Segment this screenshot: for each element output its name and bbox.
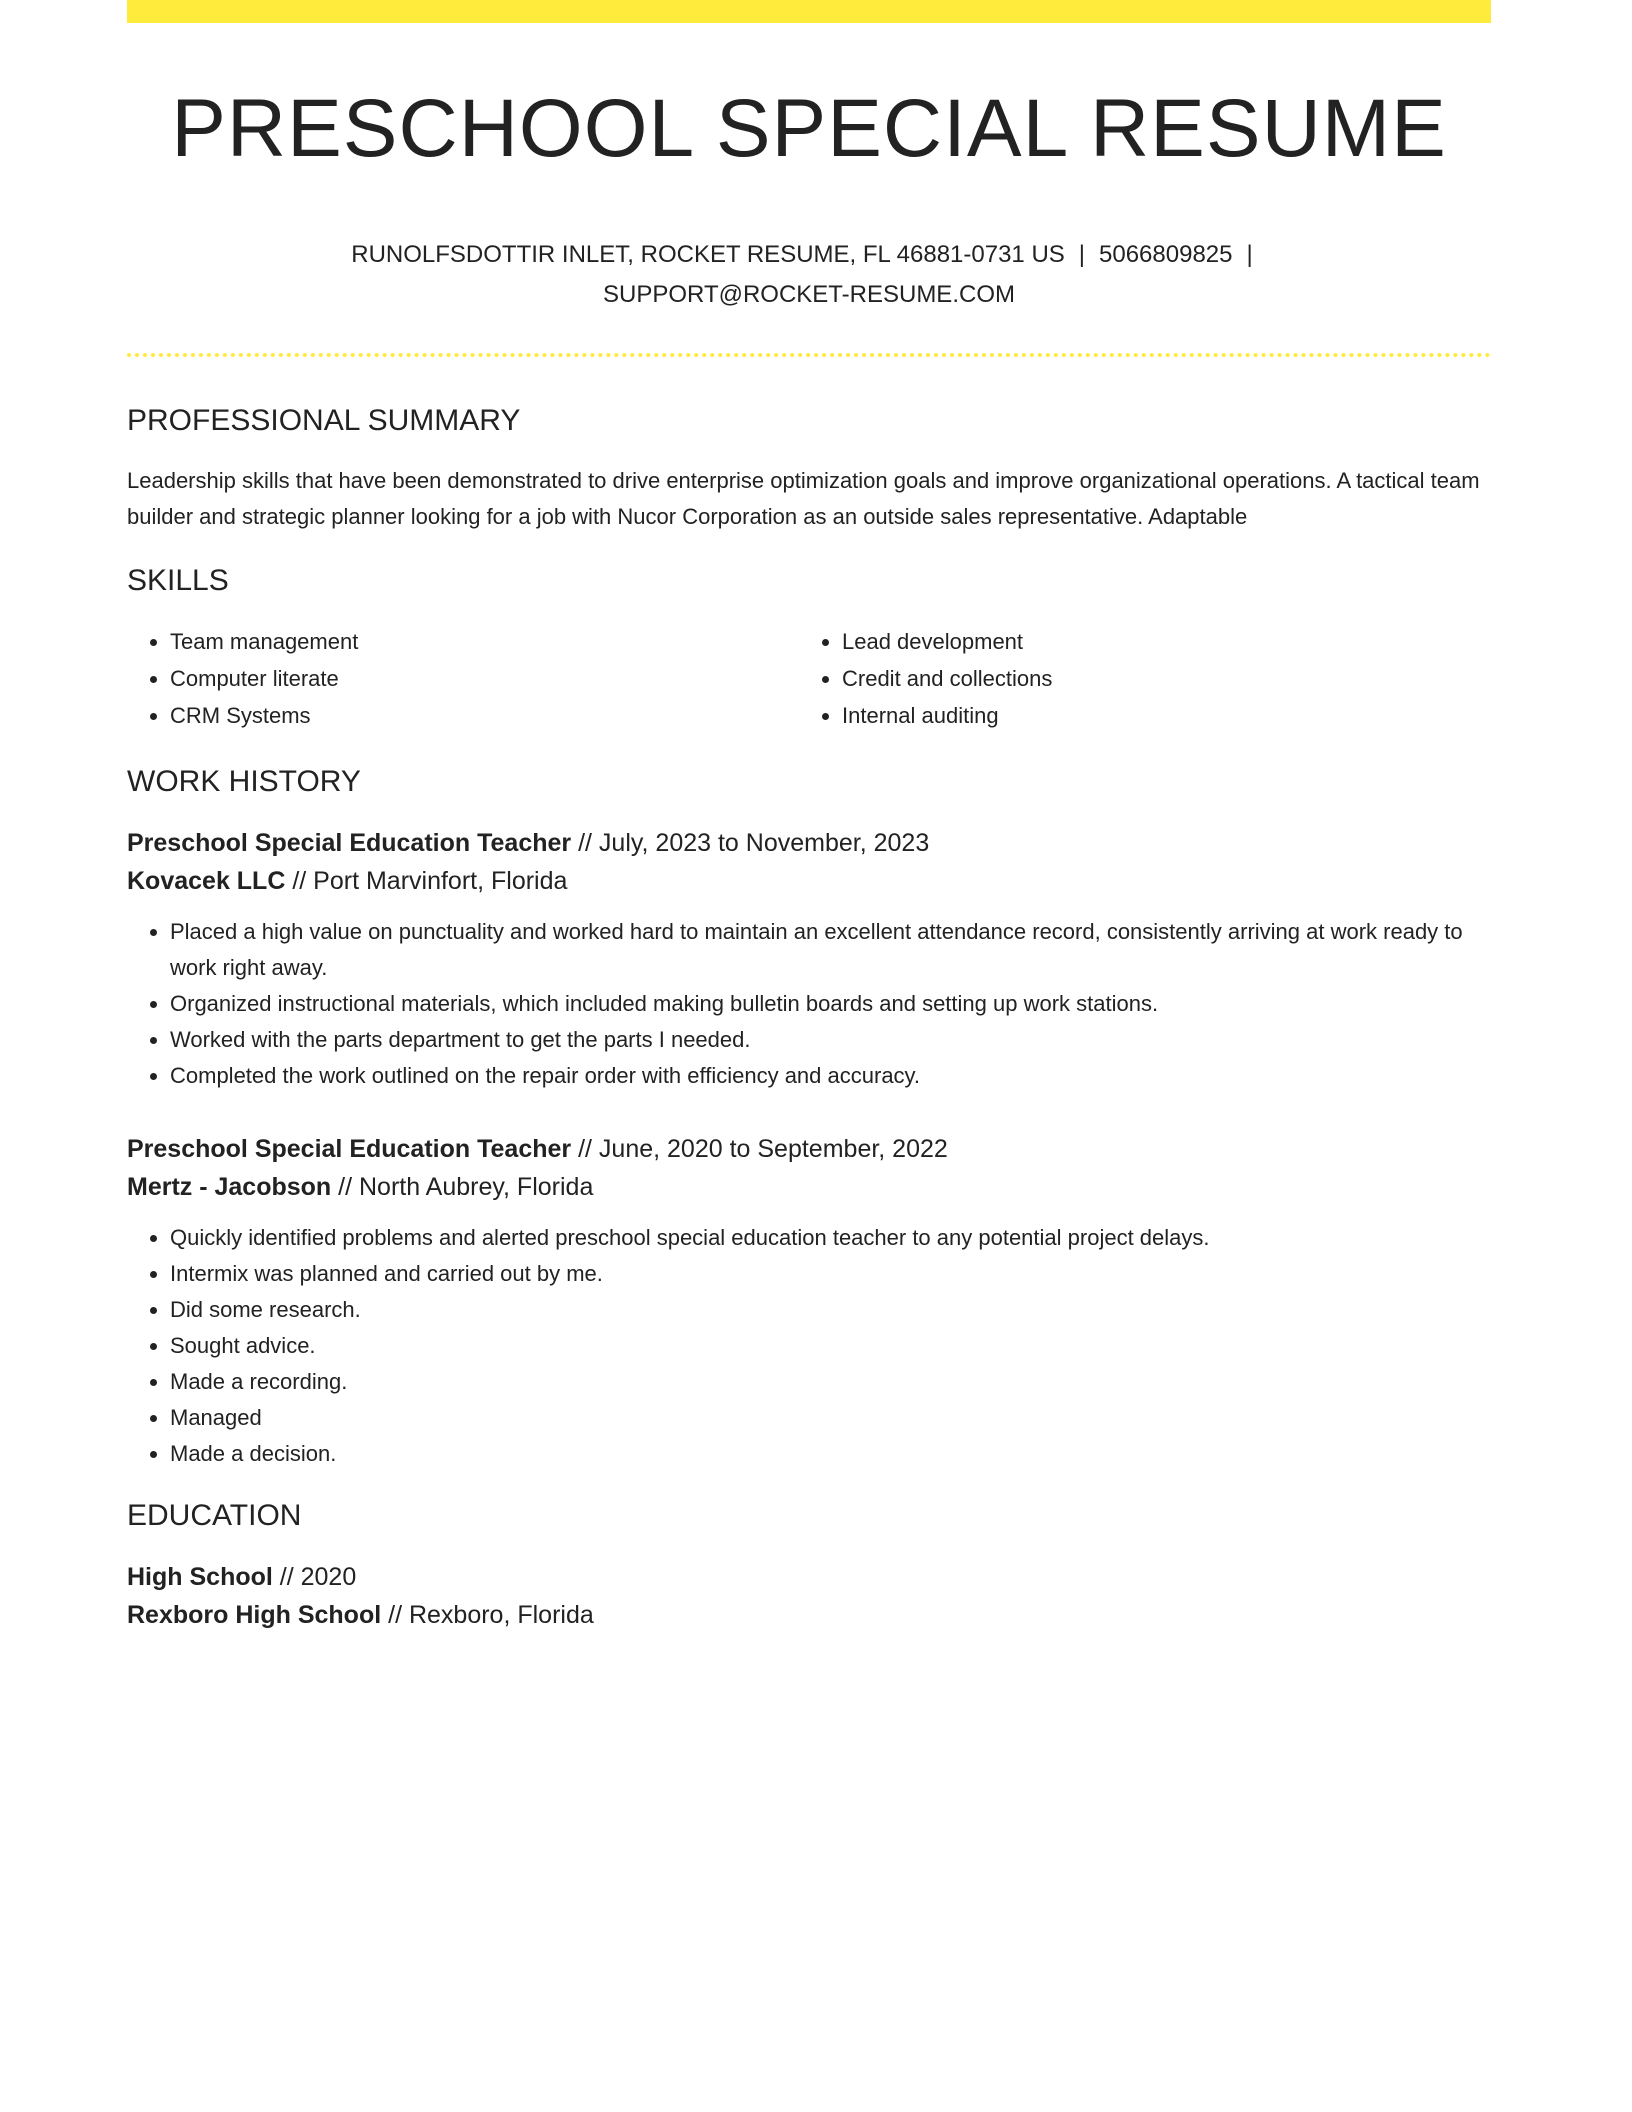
education-school-line xyxy=(127,1596,1491,1634)
summary-text: Leadership skills that have been demonstrated to drive enterprise optimization goals and improve organizational operations. A tactical team builder and strategic planner looking for a job with Nucor Corporation as an outside sales representative. Adaptable xyxy=(127,468,1480,529)
contact-separator: | xyxy=(1246,241,1253,268)
job-bullet: • Did some research. xyxy=(170,1292,1491,1328)
section-title-summary: PROFESSIONAL SUMMARY xyxy=(127,404,521,437)
job-role: Preschool Special Education Teacher xyxy=(127,829,572,857)
skills-column-right xyxy=(799,623,1471,734)
job-bullet: • Managed xyxy=(170,1400,1491,1436)
education-location: // Rexboro, Florida xyxy=(381,1601,594,1629)
section-title-education: EDUCATION xyxy=(127,1499,302,1532)
dotted-divider xyxy=(127,353,1491,357)
skill-item: • Computer literate xyxy=(170,660,799,697)
education-degree-line xyxy=(127,1558,1491,1596)
contact-line-2 xyxy=(127,275,1491,315)
job-dates: // June, 2020 to September, 2022 xyxy=(571,1135,948,1163)
education-degree: High School xyxy=(127,1563,273,1591)
job-bullet: • Placed a high value on punctuality and worked hard to maintain an excellent attendance record, consistently arriving at work ready to work right away. xyxy=(170,914,1491,986)
contact-info xyxy=(127,235,1491,315)
contact-separator: | xyxy=(1078,241,1086,268)
job-dates: // July, 2023 to November, 2023 xyxy=(571,829,930,857)
skill-item: • Lead development xyxy=(842,623,1471,660)
resume-title: PRESCHOOL SPECIAL RESUME xyxy=(171,83,1447,174)
job-role-line xyxy=(127,1130,1491,1168)
contact-email: SUPPORT@ROCKET-RESUME.COM xyxy=(603,281,1015,308)
job-location: // Port Marvinfort, Florida xyxy=(285,867,568,895)
job-company-line xyxy=(127,1168,1491,1206)
skill-item: • CRM Systems xyxy=(170,697,799,734)
contact-address: RUNOLFSDOTTIR INLET, ROCKET RESUME, FL 46881-0731 US xyxy=(351,241,1065,268)
education-entry xyxy=(127,1558,1491,1634)
job-role-line xyxy=(127,824,1491,862)
job-bullet: • Worked with the parts department to get the parts I needed. xyxy=(170,1022,1491,1058)
job-bullet: • Made a recording. xyxy=(170,1364,1491,1400)
accent-top-bar xyxy=(127,0,1491,23)
education-year: // 2020 xyxy=(272,1563,357,1591)
job-entry xyxy=(127,1130,1491,1472)
resume-page xyxy=(127,0,1491,1634)
job-bullets xyxy=(127,1220,1491,1472)
job-bullet: • Organized instructional materials, which included making bulletin boards and setting up work stations. xyxy=(170,986,1491,1022)
job-entry xyxy=(127,824,1491,1094)
job-company: Kovacek LLC xyxy=(127,867,286,895)
section-title-work-history: WORK HISTORY xyxy=(127,765,361,798)
education-school: Rexboro High School xyxy=(127,1601,382,1629)
skills-list xyxy=(127,623,1491,734)
contact-line-1 xyxy=(127,235,1491,275)
skills-column-left xyxy=(127,623,799,734)
job-company-line xyxy=(127,862,1491,900)
skill-item: • Internal auditing xyxy=(842,697,1471,734)
job-bullet: • Sought advice. xyxy=(170,1328,1491,1364)
skill-item: • Team management xyxy=(170,623,799,660)
job-bullet: • Completed the work outlined on the repair order with efficiency and accuracy. xyxy=(170,1058,1491,1094)
job-bullet: • Quickly identified problems and alerted preschool special education teacher to any potential project delays. xyxy=(170,1220,1491,1256)
contact-phone: 5066809825 xyxy=(1099,241,1233,268)
job-role: Preschool Special Education Teacher xyxy=(127,1135,572,1163)
job-company: Mertz - Jacobson xyxy=(127,1173,332,1201)
job-location: // North Aubrey, Florida xyxy=(331,1173,594,1201)
section-title-skills: SKILLS xyxy=(127,564,229,597)
job-bullet: • Intermix was planned and carried out by me. xyxy=(170,1256,1491,1292)
job-bullet: • Made a decision. xyxy=(170,1436,1491,1472)
job-bullets xyxy=(127,914,1491,1094)
skill-item: • Credit and collections xyxy=(842,660,1471,697)
